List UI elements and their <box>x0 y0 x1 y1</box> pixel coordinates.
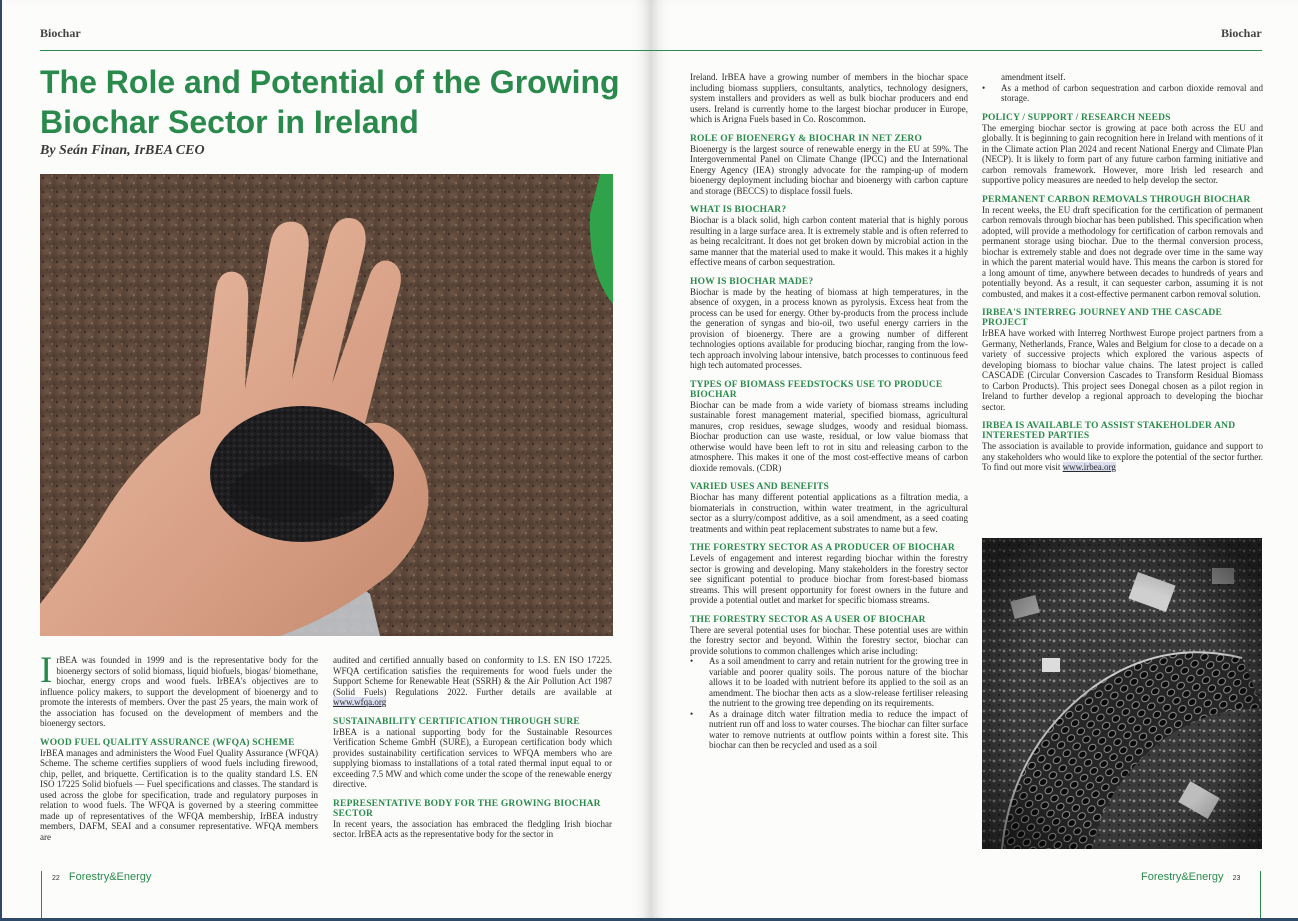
paragraph-members: Ireland. IrBEA have a growing number of members in the biochar space including biomass suppliers, consultants, analytics, technology designers, system installers and providers as well as bulk biochar producers and end users. Ireland is currently home to the largest biochar producer in Europe, which is Arigna Fuels based in Co. Roscommon. <box>690 72 968 124</box>
paragraph-wfqa-cont: audited and certified annually based on conformity to I.S. EN ISO 17225. WFQA certification satisfies the requirements for wood fuels under the Support Scheme for Renewable Heat (SSRH) & the Air Pollution Act 1987 (Solid Fuels) Regulations 2022. Further details are available at www.wfqa.org <box>333 655 612 707</box>
hand-biochar-photo <box>40 174 613 636</box>
paragraph-producer: Levels of engagement and interest regarding biochar within the forestry sector is growing and developing. Many stakeholders in the forestry sector see significant potential to produce biochar from forest-based biomass streams. This will present opportunity for forest owners in the future and provide a potential outlet and market for specific biomass streams. <box>690 553 968 605</box>
paragraph-amendment-cont: amendment itself. <box>1001 72 1066 82</box>
article-title: The Role and Potential of the Growing Biochar Sector in Ireland <box>40 64 620 140</box>
footer-left <box>52 871 151 883</box>
page-number-right: 23 <box>1232 875 1241 882</box>
left-column-1 <box>40 650 318 842</box>
heading-types: TYPES OF BIOMASS FEEDSTOCKS USE TO PRODUCE BIOCHAR <box>690 379 943 400</box>
footer-rule-left <box>41 871 42 919</box>
paragraph-what: Biochar is a black solid, high carbon content material that is highly porous resulting in a large surface area. It is extremely stable and is often referred to as being recalcitrant. It does not get broken down by microbial action in the same manner that the material used to make it would. This makes it a highly effective means of carbon sequestration. <box>690 215 968 267</box>
paragraph-types: Biochar can be made from a wide variety of biomass streams including sustainable forest management material, specified biomass, agricultural manures, crop residues, sewage sludges, woody and residual biomass. Biochar production can use waste, residual, or low value biomass that otherwise would have been left to rot in situ and releasing carbon to the atmosphere. This makes it one of the most cost-effective means of carbon dioxide removals. (CDR) <box>690 399 968 473</box>
header-rule-left <box>40 50 651 51</box>
footer-rule-right <box>1260 871 1261 919</box>
heading-policy: POLICY / SUPPORT / RESEARCH NEEDS <box>982 112 1171 123</box>
irbea-link[interactable]: www.irbea.org <box>1062 462 1116 472</box>
right-column-2 <box>982 72 1263 473</box>
paragraph-assist: The association is available to provide information, guidance and support to any stakeholders who would like to explore the potential of the sector further. To find out more visit www.irbea.org <box>982 441 1263 472</box>
heading-role: ROLE OF BIOENERGY & BIOCHAR IN NET ZERO <box>690 133 923 144</box>
heading-sure: SUSTAINABILITY CERTIFICATION THROUGH SURE <box>333 716 580 727</box>
paragraph-representative: In recent years, the association has embraced the fledgling Irish biochar sector. IrBEA acts as the representative body for the sector in <box>333 818 612 839</box>
list-item: • As a method of carbon sequestration and carbon dioxide removal and storage. <box>982 83 1263 104</box>
heading-wfqa: WOOD FUEL QUALITY ASSURANCE (WFQA) SCHEME <box>40 737 295 748</box>
paragraph-user: There are several potential uses for biochar. These potential uses are within the forestry sector and beyond. Within the forestry sector, biochar can provide solutions to common challenges which arise including: <box>690 624 968 656</box>
uses-bullet-list <box>690 656 968 751</box>
paragraph-uses: Biochar has many different potential applications as a filtration media, a biomaterials in construction, within water treatment, in the agricultural sector as a slurry/compost additive, as a soil amendment, as a seed coating treatments and within peat replacement substrates to name but a few. <box>690 492 968 534</box>
biochar-microscope-photo <box>982 538 1262 849</box>
paragraph-role: Bioenergy is the largest source of renewable energy in the EU at 59%. The Intergovernmental Panel on Climate Change (IPCC) and the International Energy Agency (IEA) strongly advocate for the ramping-up of modern bioenergy deployment including biochar and bioenergy with carbon capture and storage (BECCS) to displace fossil fuels. <box>690 143 968 196</box>
heading-assist: IRBEA IS AVAILABLE TO ASSIST STAKEHOLDER AND INTERESTED PARTIES <box>982 421 1236 441</box>
header-rule-right <box>651 50 1262 51</box>
footer-right <box>1141 871 1240 883</box>
section-tag-left: Biochar <box>40 26 81 40</box>
page-number-left: 22 <box>52 875 60 882</box>
heading-representative: REPRESENTATIVE BODY FOR THE GROWING BIOCHAR SECTOR <box>333 798 601 819</box>
sequestration-bullet-list <box>982 83 1263 104</box>
heading-how: HOW IS BIOCHAR MADE? <box>690 276 814 287</box>
paragraph-sure: IrBEA is a national supporting body for the Sustainable Resources Verification Scheme GmbH (SURE), a European certification body which provides sustainability certification services to WFQA members who are supplying biomass to installations of a total rated thermal input equal to or exceeding 7.5 MW and which come under the scope of the renewable energy directive. <box>333 726 612 789</box>
right-column-1 <box>690 72 968 751</box>
heading-what: WHAT IS BIOCHAR? <box>690 205 787 215</box>
paragraph-wfqa: IrBEA manages and administers the Wood Fuel Quality Assurance (WFQA) Scheme. The scheme certifies suppliers of wood fuels including firewood, chip, pellet, and briquette. Certification is to the quality standard I.S. EN ISO 17225 Solid biofuels — Fuel specifications and classes. The standard is used across the globe for specification, trade and regulatory purposes in relation to wood fuels. The WFQA is governed by a steering committee made up of representatives of the WFQA membership, IrBEA industry members, DAFM, SEAI and a consumer representative. WFQA members are <box>40 747 318 842</box>
magazine-brand-left: Forestry&Energy <box>68 871 152 883</box>
section-tag-right: Biochar <box>1221 26 1262 40</box>
heading-producer: THE FORESTRY SECTOR AS A PRODUCER OF BIOCHAR <box>690 543 955 553</box>
heading-uses: VARIED USES AND BENEFITS <box>690 482 829 492</box>
heading-user: THE FORESTRY SECTOR AS A USER OF BIOCHAR <box>690 614 926 625</box>
magazine-brand-right: Forestry&Energy <box>1141 871 1224 883</box>
heading-interreg: IRBEA'S INTERREG JOURNEY AND THE CASCADE PROJECT <box>982 308 1223 328</box>
paragraph-policy: The emerging biochar sector is growing at pace both across the EU and globally. It is beginning to gain recognition here in Ireland with mentions of it in the Climate action Plan 2024 and recent National Energy and Climate Plan (NECP). It is likely to form part of any future carbon farming initiative and carbon removals framework. However, more Irish led research and supportive policy measures are needed to help develop the sector. <box>982 122 1263 185</box>
intro-paragraph: IrBEA was founded in 1999 and is the representative body for the bioenergy sectors of solid biomass, liquid biofuels, biogas/ biomethane, biochar, energy crops and wood fuels. IrBEA's objectives are to influence policy makers, to support the development of bioenergy and to promote the interests of members. Over the past 25 years, the main work of the association has focused on the development of members and the bioenergy sectors. <box>40 650 318 728</box>
article-byline: By Seán Finan, IrBEA CEO <box>40 143 205 158</box>
paragraph-how: Biochar is made by the heating of biomass at high temperatures, in the absence of oxygen, in a process known as pyrolysis. Excess heat from the process can be used for energy. Other by-products from the process include the generation of syngas and bio-oil, two useful energy carriers in the provision of bioenergy. There are a growing number of different technologies options available for producing biochar, ranging from the low-tech approach involving labour intensive, batch processes to continuous feed high tech automated processes. <box>690 286 968 370</box>
spread-edge-left <box>0 0 2 921</box>
list-item: • As a soil amendment to carry and retain nutrient for the growing tree in variable and poorer quality soils. The porous nature of the biochar allows it to be loaded with nutrient before its applied to the soil as an amendment. The biochar then acts as a slow-release fertiliser releasing the nutrient to the growing tree depending on its requirements. <box>690 656 968 709</box>
list-item: • As a drainage ditch water filtration media to reduce the impact of nutrient run off and loss to water courses. The biochar can filter surface water to remove nutrients at outflow points within a forest site. This biochar can then be recycled and used as a soil <box>690 709 968 751</box>
paragraph-permanent: In recent weeks, the EU draft specification for the certification of permanent carbon removals through biochar has been published. This specification when adopted, will provide a methodology for certification of carbon removals and permanent storage using biochar. Due to the thermal conversion process, biochar is extremely stable and does not degrade over time in the same way in which the parent material would have. This means the carbon is stored for a long amount of time, anywhere between decades to hundreds of years and potentially beyond. As a result, it can sequester carbon, assuming it is not combusted, and makes it a cost-effective permanent carbon removal solution. <box>982 204 1263 299</box>
wfqa-link[interactable]: www.wfqa.org <box>333 697 387 707</box>
paragraph-interreg: IrBEA have worked with Interreg Northwest Europe project partners from a Germany, Netherlands, France, Wales and Belgium for close to a decade on a variety of successive projects which explored the various aspects of developing biomass to biochar value chains. The latest project is called CASCADE (Circular Conversion Cascades to Transform Residual Biomass to Carbon Products). This project sees Donegal chosen as a pilot region in Ireland to further develop a regional approach to developing the biochar sector. <box>982 328 1263 412</box>
drop-cap: I <box>40 650 53 691</box>
left-column-2 <box>333 655 612 840</box>
heading-permanent: PERMANENT CARBON REMOVALS THROUGH BIOCHAR <box>982 194 1251 205</box>
